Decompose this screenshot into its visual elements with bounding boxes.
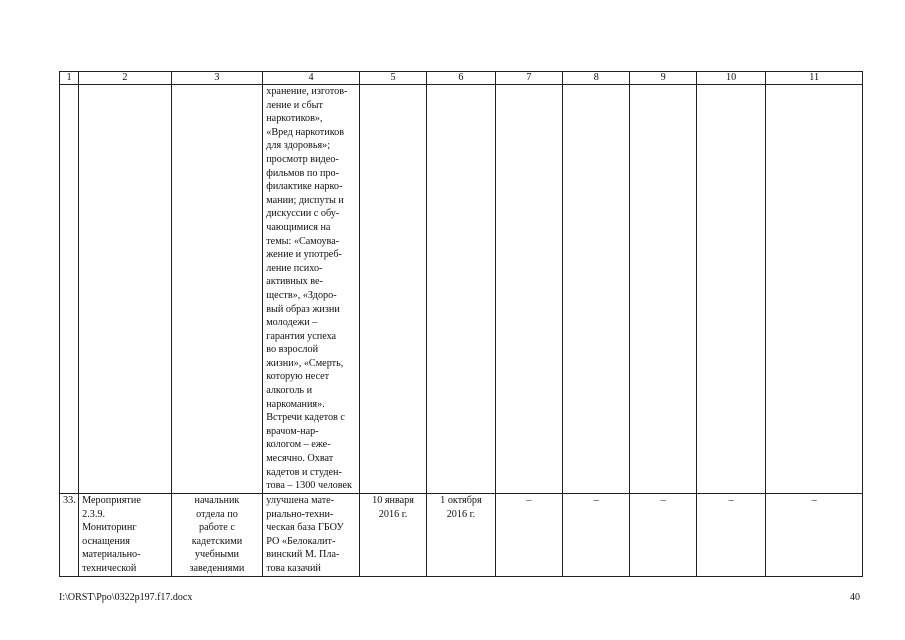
column-number: 4 — [263, 72, 360, 85]
column-number: 11 — [766, 72, 863, 85]
column-number: 7 — [495, 72, 562, 85]
table-cell — [696, 85, 765, 494]
table-cell-dash: – — [495, 494, 562, 577]
table-cell — [60, 85, 79, 494]
table-cell — [79, 85, 172, 494]
column-number: 6 — [427, 72, 495, 85]
table-cell — [630, 85, 696, 494]
table-cell — [766, 85, 863, 494]
column-number: 2 — [79, 72, 172, 85]
table-cell-dash: – — [563, 494, 630, 577]
column-number: 8 — [563, 72, 630, 85]
measure-name: Мероприятие 2.3.9. Мониторинг оснащения материально- технической — [79, 494, 172, 577]
table-cell — [427, 85, 495, 494]
column-number: 10 — [696, 72, 765, 85]
table-cell — [563, 85, 630, 494]
row-number: 33. — [60, 494, 79, 577]
table-cell-dash: – — [696, 494, 765, 577]
column-number: 5 — [359, 72, 426, 85]
responsible-executor: начальник отдела по работе с кадетскими учебными заведениями — [171, 494, 263, 577]
column-number: 9 — [630, 72, 696, 85]
start-date: 10 января 2016 г. — [359, 494, 426, 577]
table-cell-dash: – — [766, 494, 863, 577]
program-table — [59, 71, 863, 577]
column-number: 3 — [171, 72, 263, 85]
footer-file-path: I:\ORST\Ppo\0322p197.f17.docx — [59, 592, 193, 603]
table-cell-result-text: хранение, изготов- ление и сбыт наркотиков», «Вред наркотиков для здоровья»; просмотр видео- фильмов по про- филактике нарко- мании; диспуты и дискуссии с обу- чающимися на темы: «Самоува- жение и употреб- ление психо- активных ве- ществ», «Здоро- вый образ жизни молодежи – гарантия успеха во взрослой жизни», «Смерть, которую несет алкоголь и наркомания». Встречи кадетов с врачом-нар- кологом – еже- месячно. Охват кадетов и студен- това – 1300 человек — [263, 85, 360, 494]
table-cell — [495, 85, 562, 494]
table-cell — [171, 85, 263, 494]
column-number: 1 — [60, 72, 79, 85]
end-date: 1 октября 2016 г. — [427, 494, 495, 577]
expected-result: улучшена мате- риально-техни- ческая база ГБОУ РО «Белокалит- винский М. Пла- това казачий — [263, 494, 360, 577]
table-row-continuation — [60, 85, 863, 494]
table-cell-dash: – — [630, 494, 696, 577]
footer-page-number: 40 — [850, 592, 860, 603]
column-number-row — [60, 72, 863, 85]
table-cell — [359, 85, 426, 494]
table-row-33 — [60, 494, 863, 577]
